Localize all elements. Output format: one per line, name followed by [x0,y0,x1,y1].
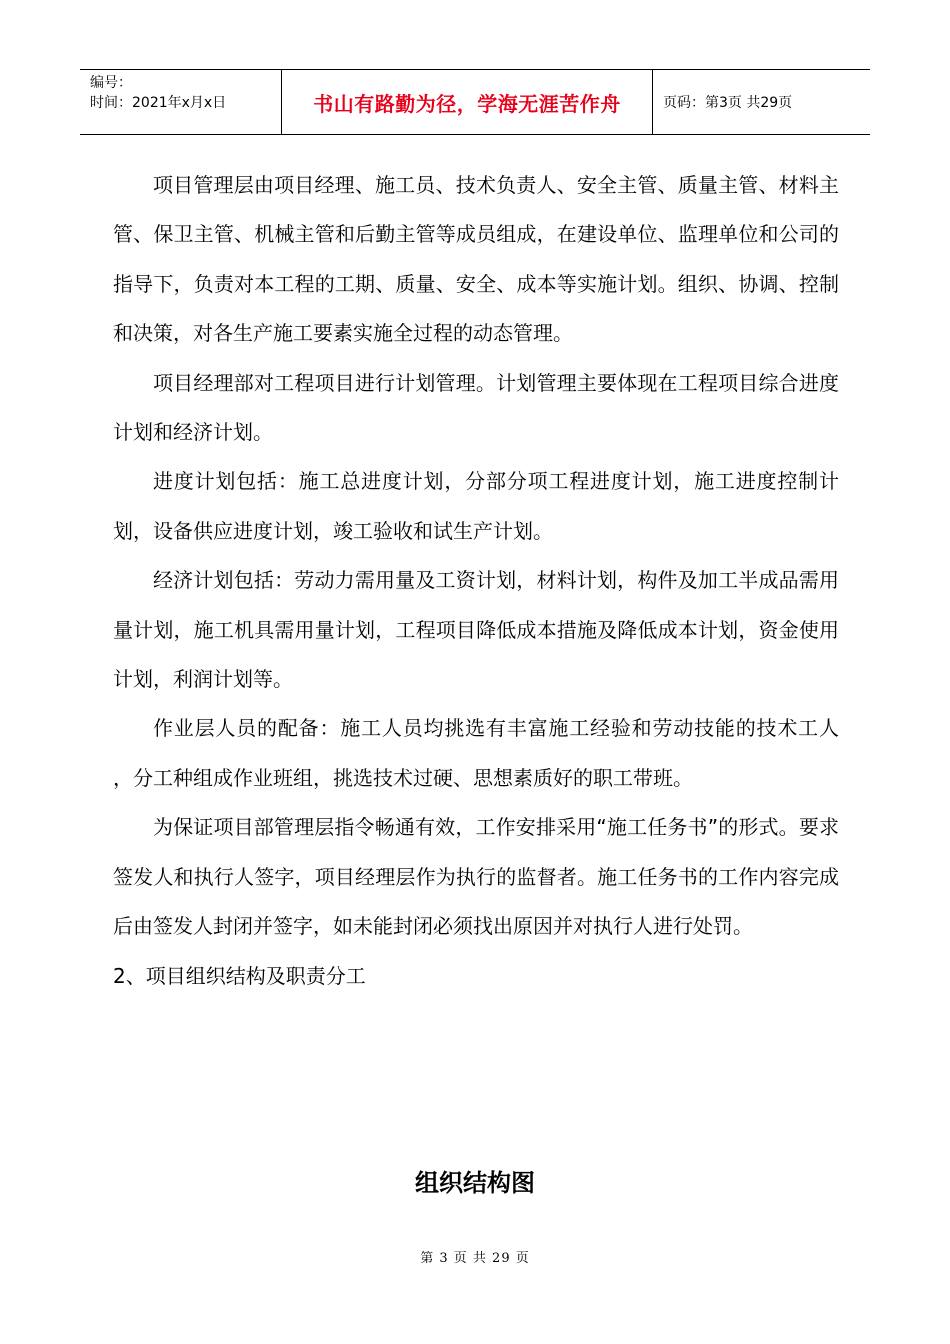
paragraph: 为保证项目部管理层指令畅通有效，工作安排采用“施工任务书”的形式。要求签发人和执行人签字，项目经理层作为执行的监督者。施工任务书的工作内容完成后由签发人封闭并签字，如未能封闭必须找出原因并对执行人进行处罚。 [113,815,839,939]
document-body [113,161,839,1001]
paragraph: 经济计划包括：劳动力需用量及工资计划，材料计划，构件及加工半成品需用量计划，施工机具需用量计划，工程项目降低成本措施及降低成本计划，资金使用计划，利润计划等。 [113,568,839,692]
header-meta-cell [80,70,282,134]
section-heading: 2、项目组织结构及职责分工 [113,963,366,988]
header-page-code: 页码：第3页 共29页 [663,95,793,111]
document-number-label: 编号： [90,75,132,91]
page-header-table [80,69,870,135]
header-page-code-cell [653,70,870,134]
header-motto-cell [282,70,653,134]
page-footer: 第 3 页 共 29 页 [420,1251,530,1266]
header-motto: 书山有路勤为径，学海无涯苦作舟 [313,91,621,116]
paragraph: 项目管理层由项目经理、施工员、技术负责人、安全主管、质量主管、材料主管、保卫主管、机械主管和后勤主管等成员组成，在建设单位、监理单位和公司的指导下，负责对本工程的工期、质量、安全、成本等实施计划。组织、协调、控制和决策，对各生产施工要素实施全过程的动态管理。 [113,173,839,346]
paragraph: 进度计划包括：施工总进度计划，分部分项工程进度计划，施工进度控制计划，设备供应进度计划，竣工验收和试生产计划。 [113,469,839,543]
paragraph: 作业层人员的配备：施工人员均挑选有丰富施工经验和劳动技能的技术工人 ，分工种组成作业班组，挑选技术过硬、思想素质好的职工带班。 [113,716,839,790]
paragraph: 项目经理部对工程项目进行计划管理。计划管理主要体现在工程项目综合进度计划和经济计划。 [113,370,839,445]
org-chart-title: 组织结构图 [415,1169,535,1197]
document-date-label: 时间：2021年x月x日 [90,95,227,111]
